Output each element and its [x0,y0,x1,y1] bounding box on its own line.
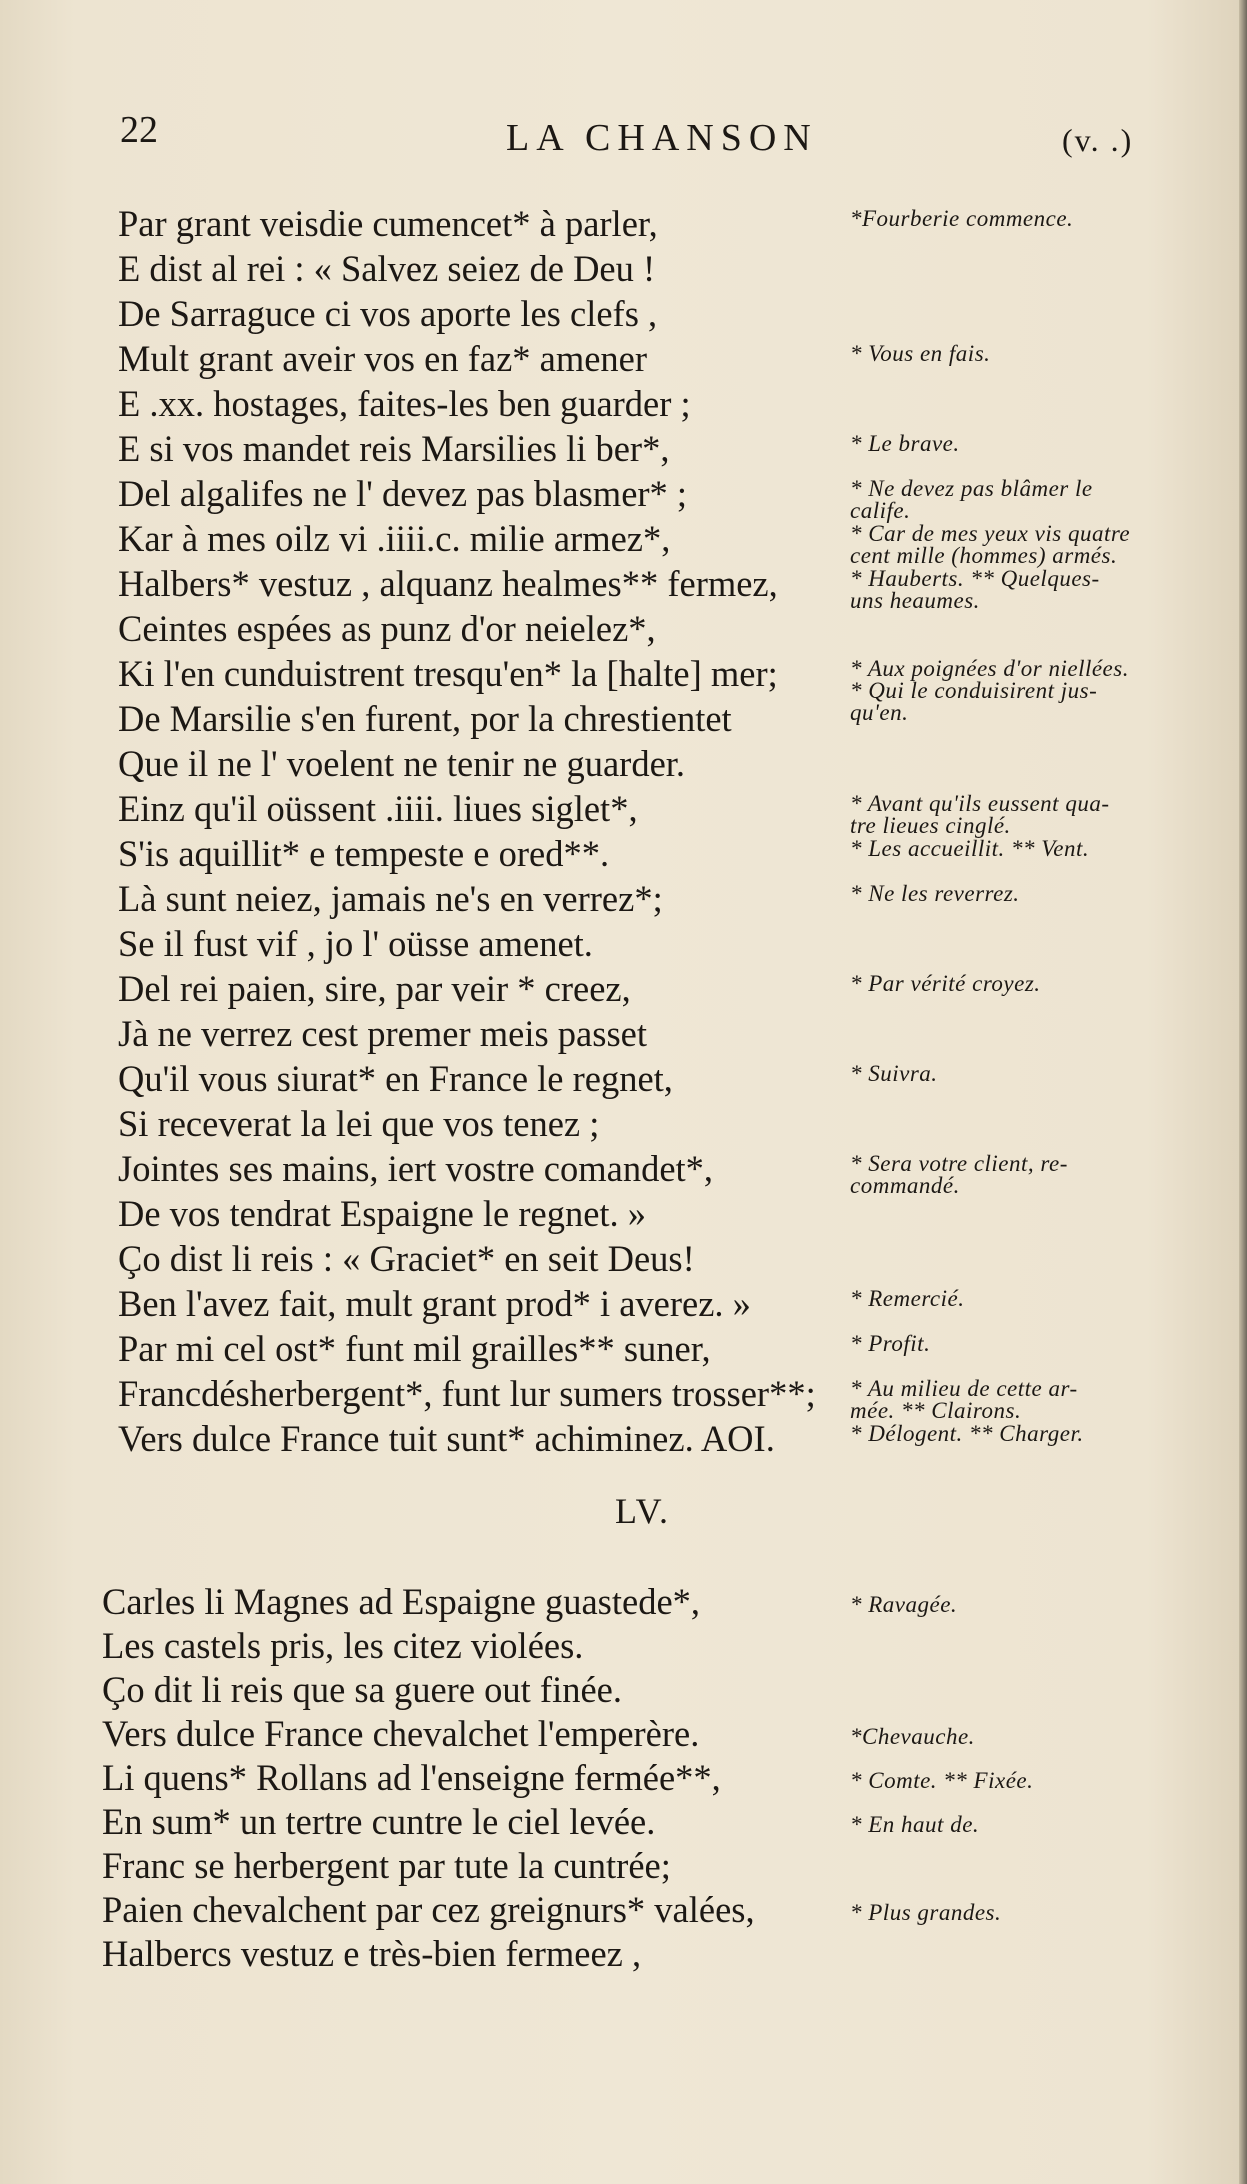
verse-line: Qu'il vous siurat* en France le regnet, [118,1058,673,1099]
gloss-note-line: commandé. [850,1173,960,1198]
gloss-note [850,433,1190,455]
verse-line: Kar à mes oilz vi .iiii.c. milie armez*, [118,518,671,559]
verse-row [0,247,1247,292]
verse-row [0,1372,1247,1423]
verse-row [0,337,1247,382]
verse-line: E si vos mandet reis Marsilies li ber*, [118,428,670,469]
verse-row [0,832,1247,877]
gloss-note-line: * Hauberts. ** Quelques- [850,566,1100,591]
gloss-note-line: * Les accueillit. ** Vent. [850,836,1090,861]
gloss-note [850,523,1190,567]
verse-row [0,1932,1247,1976]
gloss-note [850,883,1190,905]
gloss-note [850,478,1190,522]
gloss-note-line: * Plus grandes. [850,1900,1002,1925]
gloss-note [850,793,1190,837]
verse-row [0,877,1247,922]
gloss-note-line: * Aux poignées d'or niellées. [850,656,1129,681]
gloss-note [850,343,1190,365]
gloss-note-line: * Ne les reverrez. [850,881,1020,906]
verse-row [0,697,1247,742]
verse-line: S'is aquillit* e tempeste e ored**. [118,833,610,874]
gloss-note-line: mée. ** Clairons. [850,1398,1022,1423]
gloss-note [850,1814,1190,1836]
gloss-note-line: uns heaumes. [850,588,980,613]
verse-line: Ben l'avez fait, mult grant prod* i averez. » [118,1283,751,1324]
verse-line: Se il fust vif , jo l' oüsse amenet. [118,923,593,964]
verse-row [0,1237,1247,1282]
gloss-note-line: * En haut de. [850,1812,980,1837]
verse-line: Carles li Magnes ad Espaigne guastede*, [102,1581,701,1622]
verse-row [0,427,1247,472]
verse-reference: (v. .) [1062,122,1134,158]
gloss-note [850,838,1190,860]
verse-row [0,1580,1247,1624]
verse-row [0,922,1247,967]
gloss-note [850,1423,1190,1445]
gloss-note [850,1153,1190,1197]
verse-line: De vos tendrat Espaigne le regnet. » [118,1193,647,1234]
verse-row [0,382,1247,427]
gloss-note-line: tre lieues cinglé. [850,813,1011,838]
stanza-54 [0,202,1247,1462]
gloss-note [850,208,1190,230]
verse-row [0,1057,1247,1102]
gloss-note-line: * Ravagée. [850,1592,958,1617]
verse-line: De Sarraguce ci vos aporte les clefs , [118,293,658,334]
verse-line: Halbers* vestuz , alquanz healmes** fermez, [118,563,778,604]
gloss-note-line: * Comte. ** Fixée. [850,1768,1034,1793]
verse-row [0,292,1247,337]
verse-line: Là sunt neiez, jamais ne's en verrez*; [118,878,663,919]
gloss-note-line: cent mille (hommes) armés. [850,543,1118,568]
verse-row [0,1844,1247,1888]
verse-line: Par grant veisdie cumencet* à parler, [118,203,658,244]
verse-line: Li quens* Rollans ad l'enseigne fermée**, [102,1757,721,1798]
verse-line: Vers dulce France tuit sunt* achiminez. AOI. [118,1418,775,1459]
verse-line: Einz qu'il oüssent .iiii. liues siglet*, [118,788,638,829]
gloss-note-line: * Le brave. [850,431,960,456]
verse-row [0,607,1247,652]
verse-line: E .xx. hostages, faites-les ben guarder ; [118,383,691,424]
gloss-note [850,1063,1190,1085]
page-number: 22 [120,109,158,151]
verse-row [0,562,1247,613]
gloss-note [850,1288,1190,1310]
verse-line: Francdésherbergent*, funt lur sumers trosser**; [118,1373,816,1414]
gloss-note [850,1902,1190,1924]
gloss-note-line: * Qui le conduisirent jus- [850,678,1098,703]
gloss-note-line: * Avant qu'ils eussent qua- [850,791,1110,816]
verse-line: Mult grant aveir vos en faz* amener [118,338,648,379]
verse-row [0,1668,1247,1712]
verse-line: Les castels pris, les citez violées. [102,1625,584,1666]
verse-row [0,1624,1247,1668]
verse-row [0,1888,1247,1932]
verse-row [0,1712,1247,1756]
gloss-note-line: * Délogent. ** Charger. [850,1421,1084,1446]
verse-line: Ceintes espées as punz d'or neielez*, [118,608,656,649]
verse-line: Si receverat la lei que vos tenez ; [118,1103,600,1144]
verse-row [0,1102,1247,1147]
verse-row [0,787,1247,838]
verse-line: De Marsilie s'en furent, por la chrestientet [118,698,732,739]
gloss-note-line: * Profit. [850,1331,931,1356]
verse-line: Ço dit li reis que sa guere out finée. [102,1669,622,1710]
verse-line: Jà ne verrez cest premer meis passet [118,1013,648,1054]
verse-row [0,1282,1247,1327]
verse-line: Del rei paien, sire, par veir * creez, [118,968,631,1009]
gloss-note-line: * Par vérité croyez. [850,971,1041,996]
gloss-note [850,1770,1190,1792]
verse-row [0,1012,1247,1057]
verse-row [0,1327,1247,1372]
verse-row [0,517,1247,568]
gloss-note-line: calife. [850,498,911,523]
verse-row [0,1192,1247,1237]
gloss-note-line: *Chevauche. [850,1724,975,1749]
section-heading [0,1490,1247,1532]
verse-line: Jointes ses mains, iert vostre comandet*, [118,1148,714,1189]
gloss-note-line: qu'en. [850,700,909,725]
verse-row [0,1147,1247,1198]
gloss-note-line: * Au milieu de cette ar- [850,1376,1078,1401]
gloss-note-line: * Vous en fais. [850,341,991,366]
gloss-note [850,1594,1190,1616]
verse-row [0,202,1247,247]
gloss-note-line: *Fourberie commence. [850,206,1074,231]
gloss-note-line: * Sera votre client, re- [850,1151,1068,1176]
verse-line: Paien chevalchent par cez greignurs* valées, [102,1889,755,1930]
running-header [0,108,1247,158]
verse-row [0,1756,1247,1800]
verse-line: Franc se herbergent par tute la cuntrée; [102,1845,671,1886]
verse-line: Que il ne l' voelent ne tenir ne guarder. [118,743,686,784]
gloss-note [850,973,1190,995]
gloss-note [850,1378,1190,1422]
verse-row [0,1800,1247,1844]
verse-line: Halbercs vestuz e très-bien fermeez , [102,1933,642,1974]
section-heading-label: LV. [614,1491,671,1531]
verse-row [0,967,1247,1012]
verse-row [0,742,1247,787]
gloss-note [850,1333,1190,1355]
gloss-note-line: * Remercié. [850,1286,965,1311]
gloss-note [850,1726,1190,1748]
verse-line: Vers dulce France chevalchet l'emperère. [102,1713,700,1754]
verse-line: Ki l'en cunduistrent tresqu'en* la [halte] mer; [118,653,778,694]
verse-line: Del algalifes ne l' devez pas blasmer* ; [118,473,688,514]
gloss-note-line: * Suivra. [850,1061,938,1086]
running-title: LA CHANSON [506,117,818,159]
gloss-note [850,568,1190,612]
gloss-note-line: * Car de mes yeux vis quatre [850,521,1131,546]
verse-line: Par mi cel ost* funt mil grailles** suner, [118,1328,711,1369]
verse-line: En sum* un tertre cuntre le ciel levée. [102,1801,656,1842]
gloss-note-line: * Ne devez pas blâmer le [850,476,1093,501]
verse-row [0,472,1247,523]
verse-line: E dist al rei : « Salvez seiez de Deu ! [118,248,656,289]
stanza-55 [0,1580,1247,1976]
verse-row [0,1417,1247,1462]
verse-line: Ço dist li reis : « Graciet* en seit Deus! [118,1238,695,1279]
